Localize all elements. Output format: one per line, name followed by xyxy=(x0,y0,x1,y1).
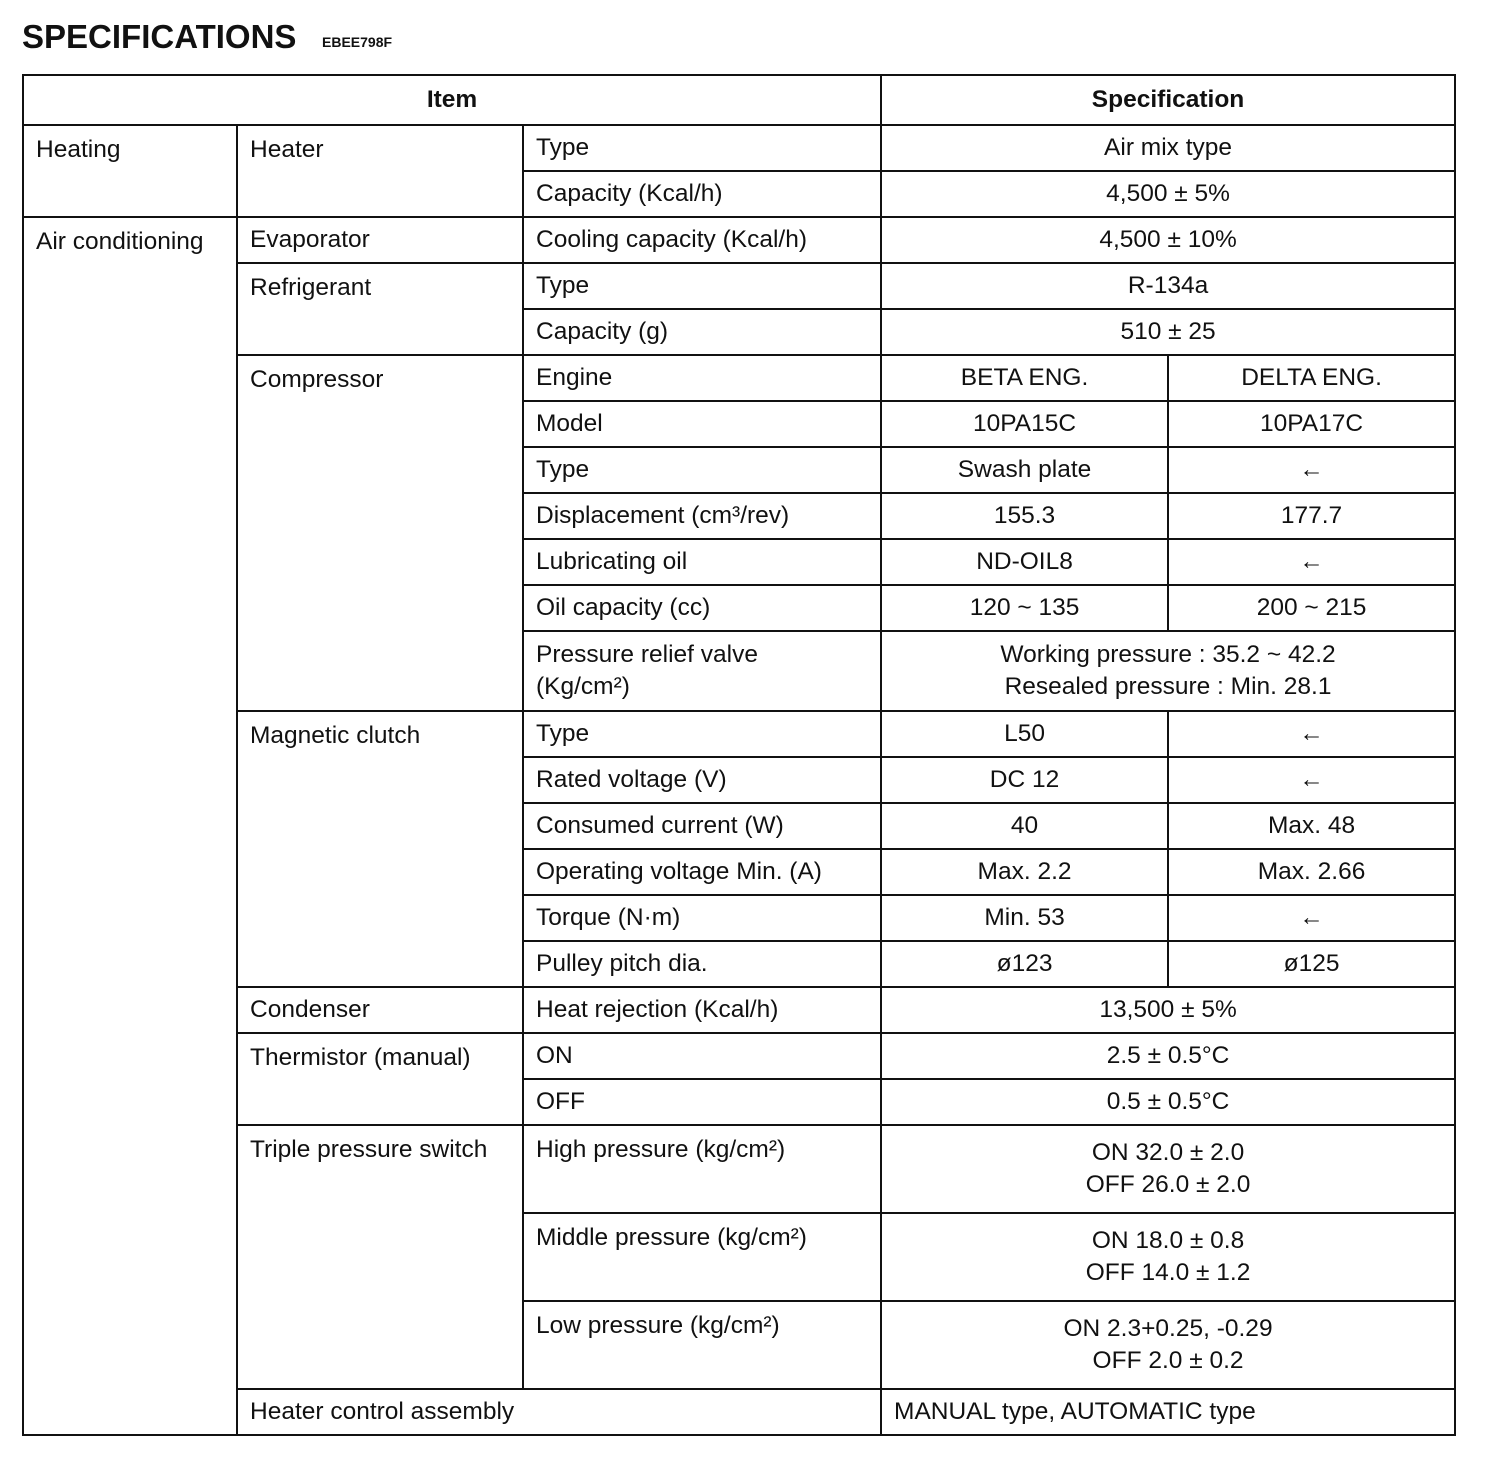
value-line: ON 2.3+0.25, -0.29 xyxy=(1063,1315,1273,1342)
row-label: High pressure (kg/cm²) xyxy=(523,1125,881,1213)
value-beta: 40 xyxy=(881,803,1168,849)
row-label: Capacity (g) xyxy=(523,309,881,355)
value-beta: 120 ~ 135 xyxy=(881,585,1168,631)
value-beta: DC 12 xyxy=(881,757,1168,803)
value-line: ON 32.0 ± 2.0 xyxy=(1091,1139,1245,1166)
value-line: ON 18.0 ± 0.8 xyxy=(1091,1227,1245,1254)
row-value: 13,500 ± 5% xyxy=(881,987,1455,1033)
value-delta: 10PA17C xyxy=(1168,401,1455,447)
value-delta: ← xyxy=(1168,539,1455,585)
row-label: Type xyxy=(523,711,881,757)
value-beta: 155.3 xyxy=(881,493,1168,539)
document-code: EBEE798F xyxy=(322,34,393,50)
row-label: OFF xyxy=(523,1079,881,1125)
row-label: Low pressure (kg/cm²) xyxy=(523,1301,881,1389)
row-value: 4,500 ± 5% xyxy=(881,171,1455,217)
value-beta: L50 xyxy=(881,711,1168,757)
row-label: Middle pressure (kg/cm²) xyxy=(523,1213,881,1301)
value-delta: Max. 48 xyxy=(1168,803,1455,849)
value-delta: ø125 xyxy=(1168,941,1455,987)
label-line: (Kg/cm²) xyxy=(536,673,630,700)
category-air-conditioning: Air conditioning xyxy=(23,217,237,1435)
row-value: MANUAL type, AUTOMATIC type xyxy=(881,1389,1455,1435)
row-label: Torque (N·m) xyxy=(523,895,881,941)
header-row xyxy=(23,75,1455,125)
value-beta: 10PA15C xyxy=(881,401,1168,447)
row-value: Air mix type xyxy=(881,125,1455,171)
category-heating: Heating xyxy=(23,125,237,217)
row-label: Displacement (cm³/rev) xyxy=(523,493,881,539)
row-label: Operating voltage Min. (A) xyxy=(523,849,881,895)
component-evaporator: Evaporator xyxy=(237,217,523,263)
row-label: Type xyxy=(523,263,881,309)
row-label: Consumed current (W) xyxy=(523,803,881,849)
value-beta: Max. 2.2 xyxy=(881,849,1168,895)
value-delta: ← xyxy=(1168,447,1455,493)
component-heater: Heater xyxy=(237,125,523,217)
row-label: ON xyxy=(523,1033,881,1079)
table-row xyxy=(23,125,1455,171)
row-label: Rated voltage (V) xyxy=(523,757,881,803)
table-row xyxy=(23,355,1455,401)
component-compressor: Compressor xyxy=(237,355,523,711)
value-delta: Max. 2.66 xyxy=(1168,849,1455,895)
specifications-table xyxy=(22,74,1456,1436)
row-label: Type xyxy=(523,447,881,493)
row-label: Cooling capacity (Kcal/h) xyxy=(523,217,881,263)
row-value: 0.5 ± 0.5°C xyxy=(881,1079,1455,1125)
row-label: Model xyxy=(523,401,881,447)
row-value-middle xyxy=(881,1213,1455,1301)
component-thermistor: Thermistor (manual) xyxy=(237,1033,523,1125)
row-value-pressure-relief xyxy=(881,631,1455,711)
value-beta: ND-OIL8 xyxy=(881,539,1168,585)
row-label: Pulley pitch dia. xyxy=(523,941,881,987)
value-line: OFF 2.0 ± 0.2 xyxy=(1092,1347,1244,1374)
table-row xyxy=(23,217,1455,263)
row-label: Heat rejection (Kcal/h) xyxy=(523,987,881,1033)
row-label: Type xyxy=(523,125,881,171)
value-beta: Swash plate xyxy=(881,447,1168,493)
component-refrigerant: Refrigerant xyxy=(237,263,523,355)
engine-delta: DELTA ENG. xyxy=(1168,355,1455,401)
table-row xyxy=(23,1033,1455,1079)
table-row xyxy=(23,711,1455,757)
value-line: OFF 14.0 ± 1.2 xyxy=(1085,1259,1251,1286)
value-line: OFF 26.0 ± 2.0 xyxy=(1085,1171,1251,1198)
row-label: Oil capacity (cc) xyxy=(523,585,881,631)
value-delta: ← xyxy=(1168,757,1455,803)
component-condenser: Condenser xyxy=(237,987,523,1033)
value-beta: Min. 53 xyxy=(881,895,1168,941)
row-label: Lubricating oil xyxy=(523,539,881,585)
table-row xyxy=(23,987,1455,1033)
value-delta: 200 ~ 215 xyxy=(1168,585,1455,631)
component-heater-control-assembly: Heater control assembly xyxy=(237,1389,881,1435)
engine-beta: BETA ENG. xyxy=(881,355,1168,401)
row-value-high xyxy=(881,1125,1455,1213)
value-beta: ø123 xyxy=(881,941,1168,987)
row-value: R-134a xyxy=(881,263,1455,309)
value-delta: ← xyxy=(1168,711,1455,757)
value-line: Working pressure : 35.2 ~ 42.2 xyxy=(1000,641,1336,668)
label-line: Pressure relief valve xyxy=(536,641,758,668)
row-value: 2.5 ± 0.5°C xyxy=(881,1033,1455,1079)
value-delta: 177.7 xyxy=(1168,493,1455,539)
page-title: SPECIFICATIONS xyxy=(22,18,297,55)
header-item: Item xyxy=(23,75,881,125)
value-delta: ← xyxy=(1168,895,1455,941)
component-triple-pressure-switch: Triple pressure switch xyxy=(237,1125,523,1389)
component-magnetic-clutch: Magnetic clutch xyxy=(237,711,523,987)
table-row xyxy=(23,263,1455,309)
header-specification: Specification xyxy=(881,75,1455,125)
row-label: Engine xyxy=(523,355,881,401)
row-value: 4,500 ± 10% xyxy=(881,217,1455,263)
row-label-pressure-relief xyxy=(523,631,881,711)
row-value-low xyxy=(881,1301,1455,1389)
row-value: 510 ± 25 xyxy=(881,309,1455,355)
row-label: Capacity (Kcal/h) xyxy=(523,171,881,217)
table-row xyxy=(23,1125,1455,1213)
value-line: Resealed pressure : Min. 28.1 xyxy=(1004,673,1332,700)
table-row xyxy=(23,1389,1455,1435)
